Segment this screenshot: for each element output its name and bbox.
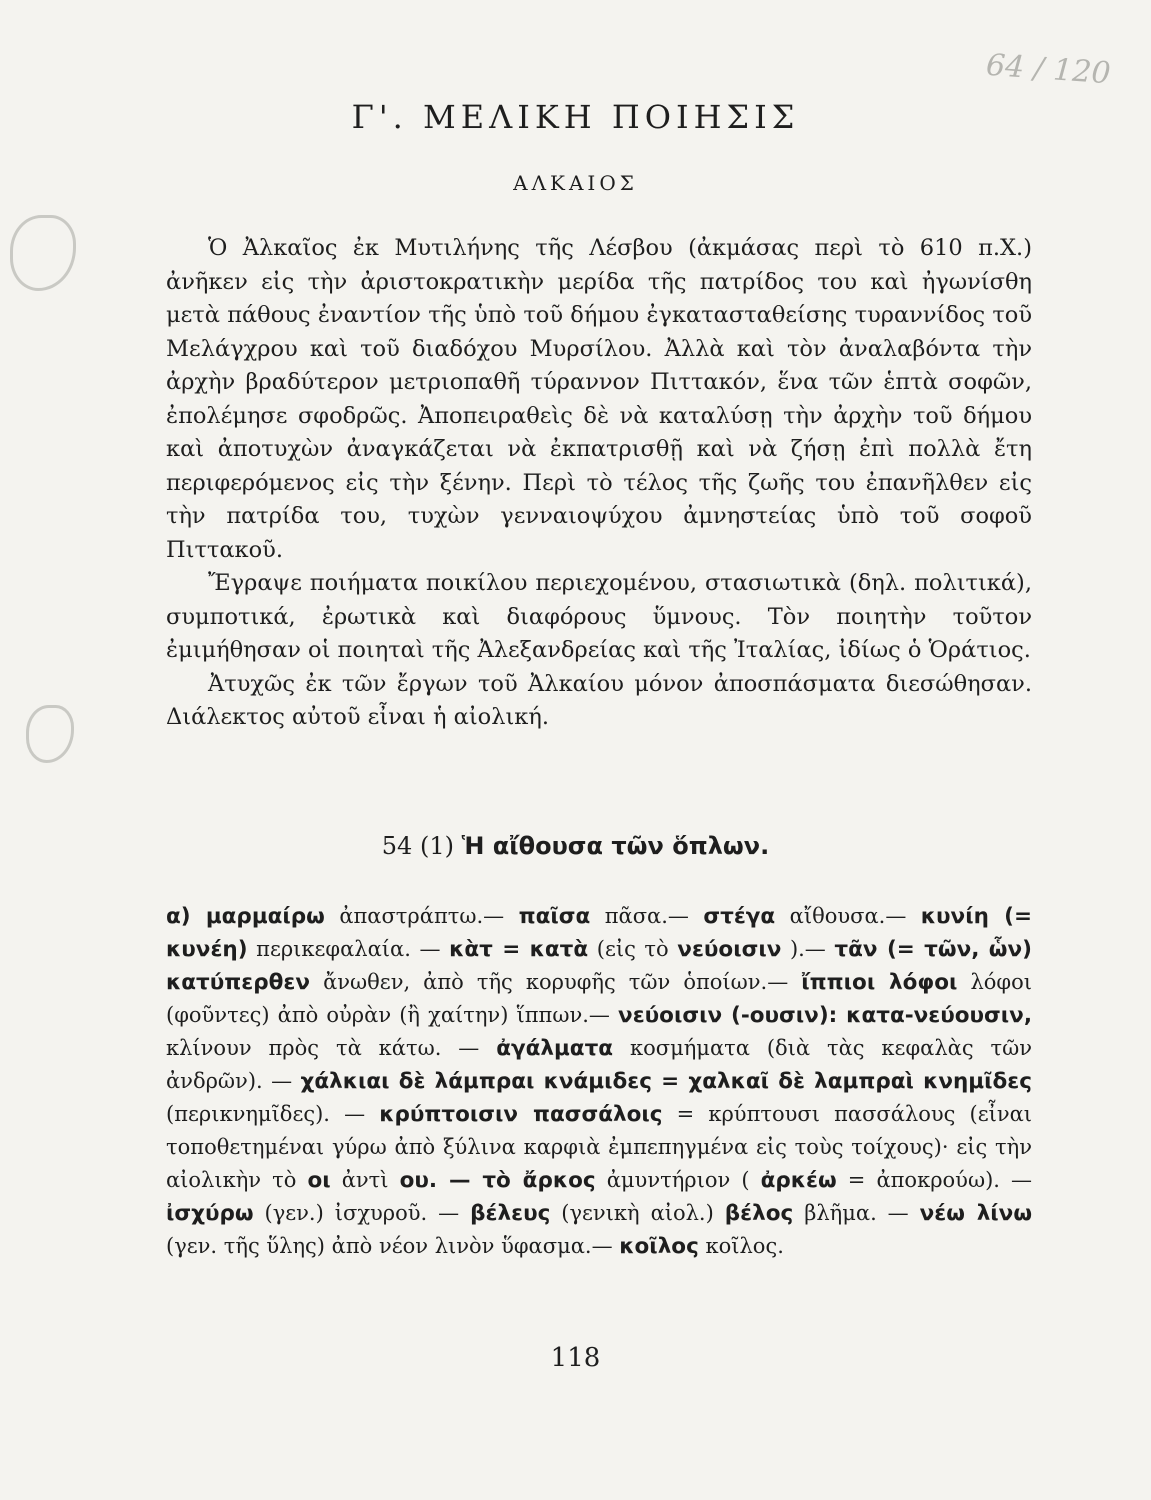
intro-paragraph: Ἀτυχῶς ἐκ τῶν ἔργων τοῦ Ἀλκαίου μόνον ἀποσπάσματα διεσώθησαν. Διάλεκτος αὐτοῦ εἶναι ἡ αἰολική. — [166, 670, 1032, 730]
gloss-term: βέλος — [724, 1201, 794, 1226]
gloss-definition: (γεν.) ἰσχυροῦ. — — [264, 1201, 460, 1225]
gloss-term: ἀρκέω — [760, 1168, 837, 1193]
margin-pencil-mark — [26, 705, 74, 763]
gloss-definition: κοσμήματα (διὰ τὰς κεφαλὰς τῶν ἀνδρῶν). — — [166, 1036, 1032, 1093]
gloss-term: νεύοισιν — [677, 937, 782, 962]
gloss-definition: περικεφαλαία. — — [256, 937, 441, 961]
gloss-term: ἰσχύρω — [166, 1201, 254, 1226]
gloss-definition: ).— — [789, 937, 826, 961]
gloss-definition: (γεν. τῆς ὕλης) ἀπὸ νέον λινὸν ὕφασμα.— — [166, 1234, 613, 1258]
gloss-definition: (εἰς τὸ — [596, 937, 669, 961]
gloss-term: κοῖλος — [619, 1234, 699, 1259]
gloss-definition: λόφοι (φοῦντες) ἀπὸ οὐρὰν (ἢ χαίτην) ἵππων.— — [166, 970, 1032, 1027]
gloss-definition: ἀντὶ — [341, 1168, 389, 1192]
margin-pencil-mark — [10, 215, 76, 291]
gloss-definition: = ἀποκρούω). — — [847, 1168, 1033, 1192]
gloss-definition: πᾶσα.— — [604, 904, 689, 928]
gloss-definition: ἀμυντήριον ( — [606, 1168, 750, 1192]
poem-title-text: Ἡ αἴθουσα τῶν ὅπλων. — [461, 832, 770, 860]
gloss-term: κυνίη (= κυνέη) — [166, 904, 1032, 962]
gloss-definition: = κρύπτουσι πασσάλους (εἶναι τοποθετημέναι γύρω ἀπὸ ξύλινα καρφιὰ ἐμπεπηγμένα εἰς τοὺς τοίχους)· εἰς τὴν αἰολικὴν τὸ — [166, 1102, 1032, 1192]
gloss-definition: κλίνουν πρὸς τὰ κάτω. — — [166, 1036, 480, 1060]
gloss-definition: (γενικὴ αἰολ.) — [561, 1201, 714, 1225]
gloss-term: νέω λίνω — [919, 1201, 1033, 1226]
gloss-term: κρύπτοισιν πασσάλοις — [379, 1102, 663, 1127]
gloss-definition: (περικνημῖδες). — — [166, 1102, 366, 1126]
gloss-term: ου. — τὸ ἄρκος — [399, 1168, 596, 1193]
gloss-term: ἴππιοι λόφοι — [801, 970, 958, 995]
gloss-definition: κοῖλος. — [705, 1234, 784, 1258]
gloss-definition: αἴθουσα.— — [789, 904, 907, 928]
intro-paragraph: Ὁ Ἀλκαῖος ἐκ Μυτιλήνης τῆς Λέσβου (ἀκμάσας περὶ τὸ 610 π.Χ.) ἀνῆκεν εἰς τὴν ἀριστοκρατικὴν μερίδα τῆς πατρίδος του καὶ ἠγωνίσθη μετὰ πάθους ἐναντίον τῆς ὑπὸ τοῦ δήμου ἐγκατασταθείσης τυραννίδος τοῦ Μελάγχρου καὶ τοῦ διαδόχου Μυρσίλου. Ἀλλὰ καὶ τὸν ἀναλαβόντα τὴν ἀρχὴν βραδύτερον μετριοπαθῆ τύραννον Πιττακόν, ἕνα τῶν ἑπτὰ σοφῶν, ἐπολέμησε σφοδρῶς. Ἀποπειραθεὶς δὲ νὰ καταλύσῃ τὴν ἀρχὴν τοῦ δήμου καὶ ἀποτυχὼν ἀναγκάζεται νὰ ἐκπατρισθῇ καὶ νὰ ζήσῃ ἐπὶ πολλὰ ἔτη περιφερόμενος εἰς τὴν ξένην. Περὶ τὸ τέλος τῆς ζωῆς του ἐπανῆλθεν εἰς τὴν πατρίδα του, τυχὼν γενναιοψύχου ἀμνηστείας ὑπὸ τοῦ σοφοῦ Πιττακοῦ. — [166, 235, 1032, 563]
gloss-term: νεύοισιν (-ουσιν): κατα-νεύουσιν, — [618, 1003, 1032, 1028]
author-heading: ΑΛΚΑΙΟΣ — [513, 171, 638, 195]
gloss-term: τᾶν (= τῶν, ὧν) κατύπερθεν — [166, 937, 1032, 995]
gloss-term: α) μαρμαίρω — [166, 904, 325, 929]
gloss-definition: ἄνωθεν, ἀπὸ τῆς κορυφῆς τῶν ὁποίων.— — [323, 970, 789, 994]
page-number: 118 — [550, 1343, 601, 1373]
gloss-definition: ἀπαστράπτω.— — [339, 904, 505, 928]
handwritten-corner-note: 64 / 120 — [985, 47, 1113, 92]
glossary — [166, 900, 1032, 1263]
gloss-definition: βλῆμα. — — [804, 1201, 909, 1225]
poem-title — [0, 832, 1151, 860]
gloss-term: οι — [307, 1168, 331, 1193]
gloss-term: ἀγάλματα — [496, 1036, 614, 1061]
section-title: Γ'. ΜΕΛΙΚΗ ΠΟΙΗΣΙΣ — [351, 98, 800, 136]
gloss-term: κὰτ = κατὰ — [449, 937, 589, 962]
gloss-term: στέγα — [703, 904, 776, 929]
intro-text — [166, 232, 1032, 735]
gloss-term: παῖσα — [518, 904, 591, 929]
poem-number: 54 (1) — [381, 832, 454, 860]
intro-paragraph: Ἔγραψε ποιήματα ποικίλου περιεχομένου, στασιωτικὰ (δηλ. πολιτικά), συμποτικά, ἐρωτικὰ καὶ διαφόρους ὕμνους. Τὸν ποιητὴν τοῦτον ἐμιμήθησαν οἱ ποιηταὶ τῆς Ἀλεξανδρείας καὶ τῆς Ἰταλίας, ἰδίως ὁ Ὁράτιος. — [166, 570, 1032, 663]
gloss-term: χάλκιαι δὲ λάμπραι κνάμιδες = χαλκαῖ δὲ λαμπραὶ κνημῖδες — [300, 1069, 1032, 1094]
gloss-term: βέλευς — [470, 1201, 551, 1226]
